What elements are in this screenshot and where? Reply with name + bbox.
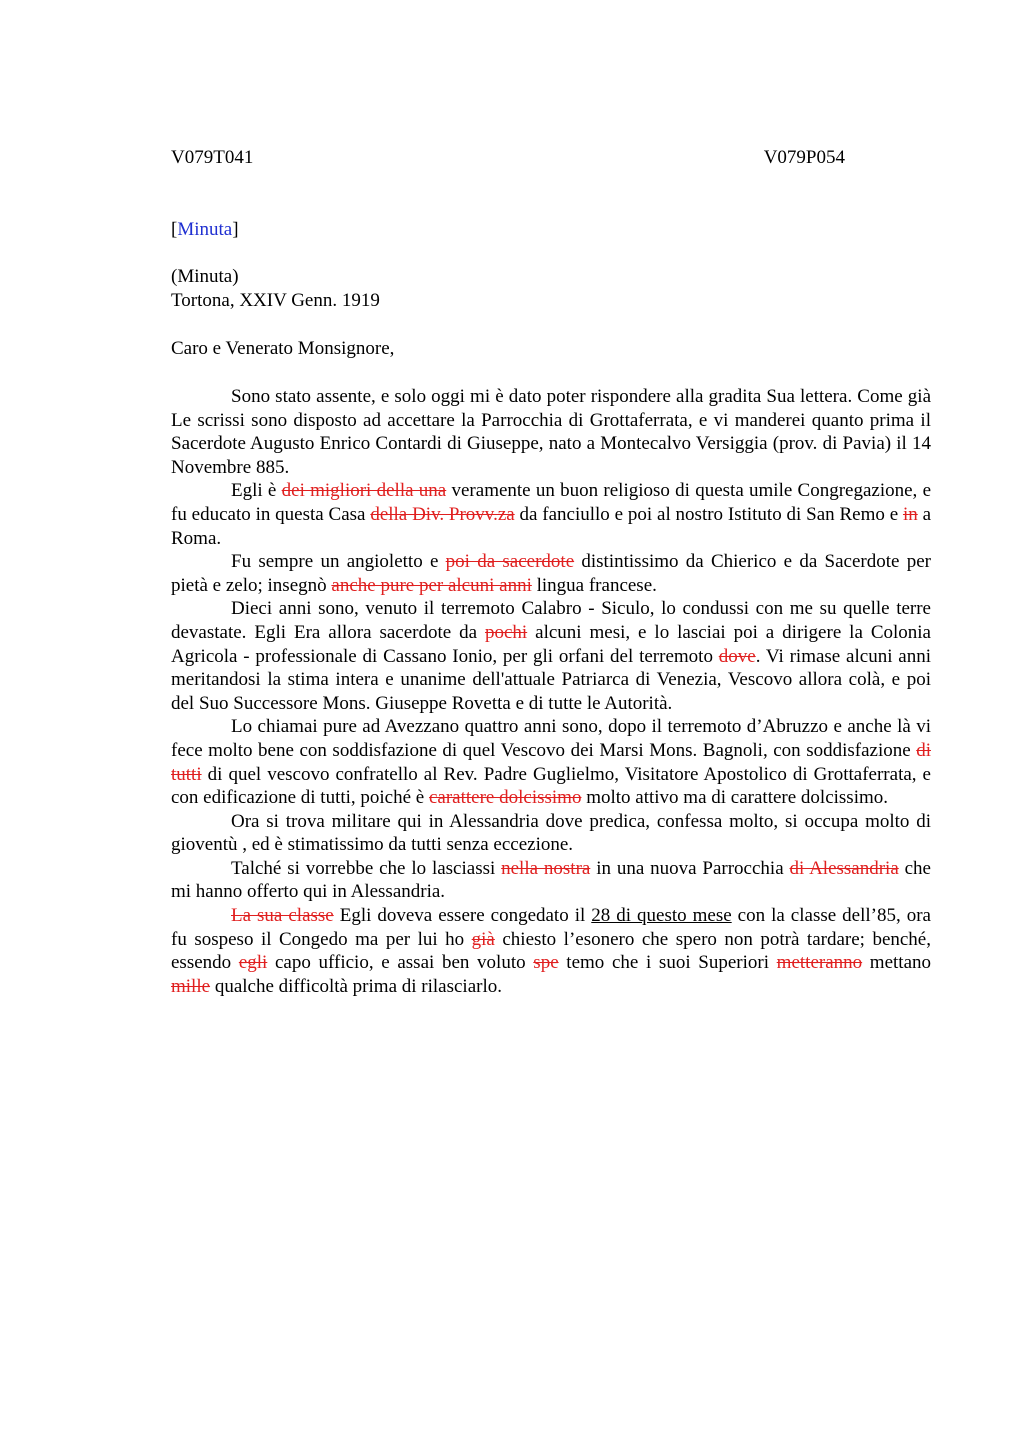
paragraph-8 — [171, 904, 931, 998]
text-segment: temo che i suoi Superiori — [558, 952, 777, 974]
text-segment: da fanciullo e poi al nostro Istituto di San Remo e — [514, 503, 903, 525]
deleted-text: dei migliori della una — [281, 480, 447, 502]
deleted-text: nella nostra — [501, 857, 591, 879]
text-segment: mettano — [862, 952, 932, 974]
text-segment: . Vi rimase alcuni anni meritandosi la stima intera e unanime dell'attuale Patriarca di Venezia, Vescovo allora colà, e poi del Suo Successore Mons. Giuseppe Rovetta e di tutte le Autorità. — [171, 645, 931, 714]
text-segment: Talché si vorrebbe che lo lasciassi — [231, 857, 502, 879]
text-segment: chiesto l’esonero che spero non potrà tardare; benché, essendo — [171, 928, 931, 974]
deleted-text: La sua classe — [231, 905, 334, 927]
text-segment: veramente un buon religioso di questa umile Congregazione, e fu educato in questa Casa — [171, 480, 932, 525]
letter-header — [171, 265, 380, 312]
deleted-text: in — [902, 503, 918, 525]
deleted-text: della Div. Provv.za — [370, 503, 515, 525]
deleted-text: poi da sacerdote — [445, 551, 575, 573]
text-segment: Egli doveva essere congedato il — [333, 905, 592, 927]
text-segment: di quel vescovo confratello al Rev. Padre Guglielmo, Visitatore Apostolico di Grottaferrata, e con edificazione di tutti, poiché è — [171, 763, 931, 809]
title-text: Minuta — [177, 219, 233, 240]
title-bracket-open: [ — [171, 219, 178, 240]
title-bracket-close: ] — [232, 219, 239, 240]
document-title — [171, 218, 239, 242]
deleted-text: mille — [171, 975, 211, 997]
text-segment: che mi hanno offerto qui in Alessandria. — [171, 857, 931, 903]
text-segment: Lo chiamai pure ad Avezzano quattro anni sono, dopo il terremoto d’Abruzzo e anche là vi fece molto bene con soddisfazione di quel Vescovo dei Marsi Mons. Bagnoli, con soddisfazione — [171, 716, 931, 761]
text-segment: Egli è — [231, 480, 282, 502]
text-segment: con la classe dell’85, ora fu sospeso il Congedo ma per lui ho — [171, 905, 931, 950]
header-minuta: (Minuta) — [171, 266, 239, 287]
text-segment: a Roma. — [171, 503, 932, 549]
underlined-text: 28 di questo mese — [591, 905, 732, 927]
code-right: V079P054 — [763, 147, 845, 168]
deleted-text: dove — [718, 645, 756, 667]
paragraph-2 — [171, 479, 931, 550]
deleted-text: spe — [533, 952, 559, 974]
text-segment: capo ufficio, e assai ben voluto — [267, 952, 534, 974]
text-segment: Ora si trova militare qui in Alessandria dove predica, confessa molto, si occupa molto di gioventù , ed è stimatissimo da tutti senza eccezione. — [171, 810, 931, 856]
deleted-text: anche pure per alcuni anni — [331, 574, 532, 596]
deleted-text: pochi — [484, 621, 528, 643]
text-segment: in una nuova Parrocchia — [590, 857, 790, 879]
text-segment: alcuni mesi, e lo lasciai poi a dirigere la Colonia Agricola - professionale di Cassano Ionio, per gli orfani del terremoto — [171, 621, 931, 667]
header-date: Tortona, XXIV Genn. 1919 — [171, 289, 380, 311]
paragraph-4 — [171, 597, 931, 715]
text-segment: Dieci anni sono, venuto il terremoto Calabro - Siculo, lo condussi con me su quelle terre devastate. Egli Era allora sacerdote da — [171, 598, 931, 643]
deleted-text: di Alessandria — [789, 857, 899, 879]
deleted-text: di tutti — [171, 739, 931, 785]
text-segment: qualche difficoltà prima di rilasciarlo. — [210, 975, 502, 997]
paragraph-1 — [171, 385, 931, 479]
paragraph-6 — [171, 810, 931, 857]
text-segment: molto attivo ma di carattere dolcissimo. — [581, 787, 889, 809]
paragraph-5 — [171, 715, 931, 809]
deleted-text: carattere dolcissimo — [428, 787, 582, 809]
document-codes — [171, 146, 845, 170]
text-segment: Sono stato assente, e solo oggi mi è dato poter rispondere alla gradita Sua lettera. Come già Le scrissi sono disposto ad accettare la Parrocchia di Grottaferrata, e vi manderei quanto prima il Sacerdote Augusto Enrico Contardi di Giuseppe, nato a Montecalvo Versiggia (prov. di Pavia) il 14 Novembre 885. — [171, 386, 931, 478]
deleted-text: già — [471, 928, 495, 950]
code-left: V079T041 — [171, 147, 254, 168]
deleted-text: egli — [238, 952, 268, 974]
paragraph-3 — [171, 550, 931, 597]
letter-body — [171, 385, 931, 998]
text-segment: Fu sempre un angioletto e — [231, 551, 446, 573]
deleted-text: metteranno — [776, 952, 863, 974]
text-segment: lingua francese. — [531, 574, 657, 596]
paragraph-7 — [171, 857, 931, 904]
salutation: Caro e Venerato Monsignore, — [171, 338, 395, 359]
text-segment: distintissimo da Chierico e da Sacerdote per pietà e zelo; insegnò — [171, 551, 931, 596]
